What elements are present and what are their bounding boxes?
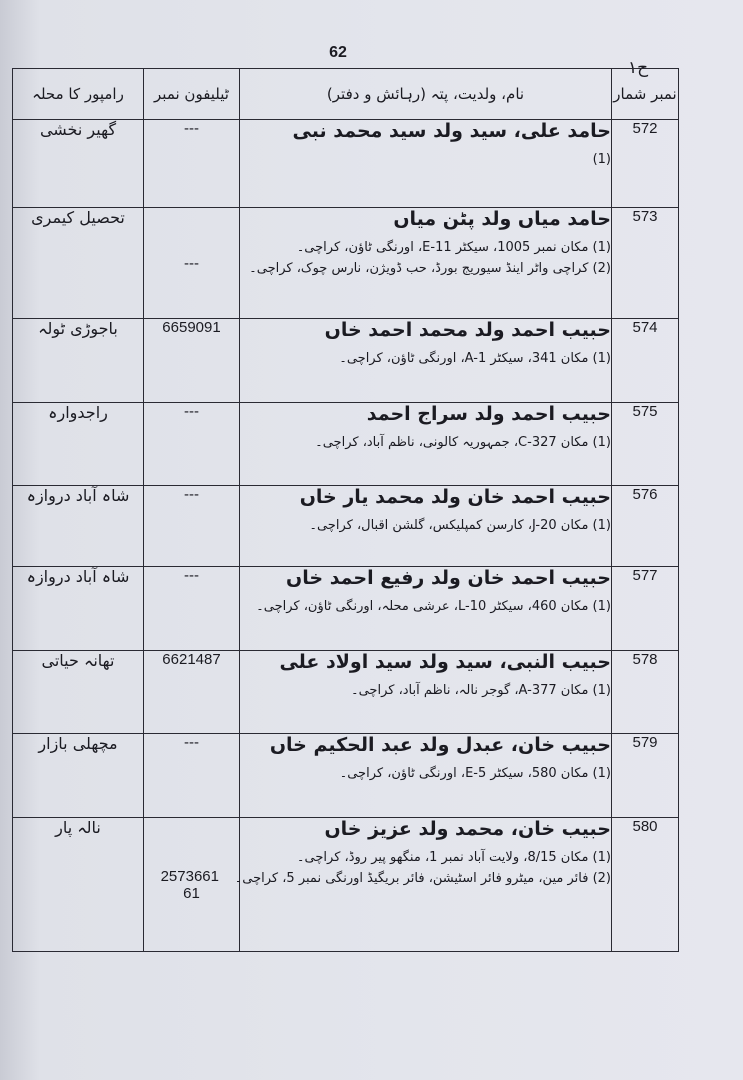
table-row	[13, 319, 679, 403]
name-cell	[240, 403, 612, 486]
address-line: (2) فائر مین، میٹرو فائر اسٹیشن، فائر بریگیڈ اورنگی نمبر 5، کراچی۔	[234, 871, 611, 886]
header-serial: نمبر شمار	[612, 69, 679, 120]
phone-cell: 2573661 61	[144, 818, 240, 952]
person-name: حامد علی، سید ولد سید محمد نبی	[292, 120, 611, 142]
address-line: (1) مکان نمبر 1005، سیکٹر 11-E، اورنگی ٹاؤن، کراچی۔	[296, 240, 611, 255]
table-row	[13, 818, 679, 952]
address-line: (1) مکان J-20، کارسن کمپلیکس، گلشن اقبال، کراچی۔	[309, 518, 611, 533]
phone-cell: ---	[144, 208, 240, 319]
locality-cell: مچھلی بازار	[13, 734, 144, 818]
name-cell	[234, 818, 612, 952]
locality-cell: تھانہ حیاتی	[13, 651, 144, 734]
phone-cell: ---	[144, 120, 240, 208]
locality-cell: گھیر نخشی	[13, 120, 144, 208]
person-name: حبیب احمد ولد محمد احمد خاں	[324, 319, 611, 341]
person-name: حبیب النبی، سید ولد سید اولاد علی	[279, 651, 611, 673]
table-row	[13, 651, 679, 734]
address-line: (1) مکان 8/15، ولایت آباد نمبر 1، منگھو پیر روڈ، کراچی۔	[296, 850, 611, 865]
person-name: حبیب خان، عبدل ولد عبد الحکیم خاں	[269, 734, 611, 756]
locality-cell: نالہ پار	[13, 818, 144, 952]
name-cell	[240, 208, 612, 319]
locality-cell: تحصیل کیمری	[13, 208, 144, 319]
person-name: حامد میاں ولد پٹن میاں	[393, 208, 611, 230]
register-table	[12, 68, 679, 952]
phone-cell: ---	[144, 734, 240, 818]
locality-cell: باجوڑی ٹولہ	[13, 319, 144, 403]
phone-cell: 6659091	[144, 319, 240, 403]
phone-cell: ---	[144, 486, 240, 567]
person-name: حبیب احمد خان ولد رفیع احمد خاں	[286, 567, 611, 589]
table-row	[13, 486, 679, 567]
phone-cell: 6621487	[144, 651, 240, 734]
serial-cell: 580	[612, 818, 679, 952]
serial-cell: 574	[612, 319, 679, 403]
name-cell	[240, 120, 612, 208]
address-line: (1) مکان C-327، جمہوریہ کالونی، ناظم آباد، کراچی۔	[315, 435, 611, 450]
serial-cell: 572	[612, 120, 679, 208]
corner-mark: ح١	[628, 58, 649, 78]
page-number: 62	[329, 44, 347, 61]
name-cell	[240, 651, 612, 734]
address-line: (2) کراچی واٹر اینڈ سیوریج بورڈ، حب ڈویژن، نارس چوک، کراچی۔	[249, 261, 611, 276]
table-row	[13, 120, 679, 208]
header-locality: رامپور کا محلہ	[13, 69, 144, 120]
table-row	[13, 208, 679, 319]
name-cell	[240, 567, 612, 651]
address-line: (1) مکان 460، سیکٹر L-10، عرشی محلہ، اورنگی ٹاؤن، کراچی۔	[256, 599, 611, 614]
locality-cell: شاہ آباد دروازہ	[13, 486, 144, 567]
address-line: (1) مکان 580، سیکٹر E-5، اورنگی ٹاؤن، کراچی۔	[339, 766, 611, 781]
header-phone: ٹیلیفون نمبر	[144, 69, 240, 120]
name-cell	[240, 486, 612, 567]
serial-cell: 579	[612, 734, 679, 818]
header-row	[13, 69, 679, 120]
locality-cell: راجدوارہ	[13, 403, 144, 486]
address-line: (1) مکان A-377، گوجر نالہ، ناظم آباد، کراچی۔	[350, 683, 611, 698]
address-line: (1) مکان 341، سیکٹر A-1، اورنگی ٹاؤن، کراچی۔	[339, 351, 611, 366]
serial-cell: 577	[612, 567, 679, 651]
serial-cell: 578	[612, 651, 679, 734]
table-row	[13, 734, 679, 818]
name-cell	[240, 734, 612, 818]
phone-cell: ---	[144, 403, 240, 486]
header-name: نام، ولدیت، پتہ (رہائش و دفتر)	[240, 69, 612, 120]
serial-cell: 575	[612, 403, 679, 486]
phone-cell: ---	[144, 567, 240, 651]
name-cell	[240, 319, 612, 403]
table-row	[13, 567, 679, 651]
person-name: حبیب خان، محمد ولد عزیز خاں	[324, 818, 611, 840]
serial-cell: 576	[612, 486, 679, 567]
person-name: حبیب احمد خان ولد محمد یار خاں	[299, 486, 611, 508]
person-name: حبیب احمد ولد سراج احمد	[366, 403, 611, 425]
serial-cell: 573	[612, 208, 679, 319]
locality-cell: شاہ آباد دروازہ	[13, 567, 144, 651]
address-line: (1)	[592, 152, 611, 167]
table-row	[13, 403, 679, 486]
